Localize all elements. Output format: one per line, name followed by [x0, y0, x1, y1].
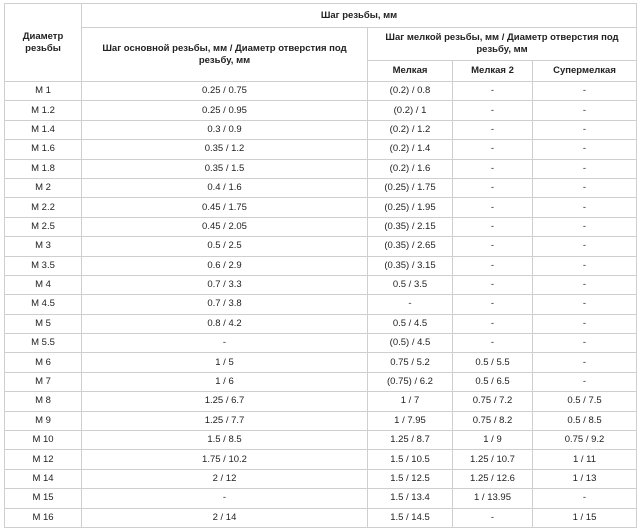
cell-diameter: M 4	[5, 275, 82, 294]
cell-superfine: -	[533, 295, 637, 314]
cell-fine2: 1.25 / 12.6	[453, 469, 533, 488]
cell-coarse: 0.3 / 0.9	[82, 120, 368, 139]
cell-diameter: M 3.5	[5, 256, 82, 275]
cell-coarse: 0.4 / 1.6	[82, 178, 368, 197]
table-row	[5, 508, 637, 527]
header-row	[5, 4, 637, 28]
cell-fine2: -	[453, 159, 533, 178]
cell-coarse: 0.8 / 4.2	[82, 314, 368, 333]
cell-coarse: 1 / 6	[82, 372, 368, 391]
cell-superfine: -	[533, 159, 637, 178]
cell-superfine: -	[533, 217, 637, 236]
cell-coarse: 1.25 / 7.7	[82, 411, 368, 430]
cell-superfine: -	[533, 489, 637, 508]
table-row	[5, 450, 637, 469]
cell-diameter: M 15	[5, 489, 82, 508]
cell-fine2: -	[453, 140, 533, 159]
cell-fine2: -	[453, 314, 533, 333]
table-row	[5, 295, 637, 314]
cell-diameter: M 12	[5, 450, 82, 469]
header-fine: Мелкая	[368, 61, 453, 82]
cell-fine: 1.5 / 14.5	[368, 508, 453, 527]
cell-fine: (0.2) / 0.8	[368, 82, 453, 101]
cell-superfine: 0.5 / 7.5	[533, 392, 637, 411]
cell-superfine: -	[533, 82, 637, 101]
thread-pitch-table	[4, 3, 637, 528]
cell-superfine: -	[533, 372, 637, 391]
cell-fine: 0.75 / 5.2	[368, 353, 453, 372]
header-coarse: Шаг основной резьбы, мм / Диаметр отверстия под резьбу, мм	[82, 28, 368, 82]
cell-coarse: 1 / 5	[82, 353, 368, 372]
table-row	[5, 469, 637, 488]
cell-diameter: M 4.5	[5, 295, 82, 314]
cell-fine: (0.35) / 3.15	[368, 256, 453, 275]
cell-diameter: M 7	[5, 372, 82, 391]
table-row	[5, 217, 637, 236]
cell-fine2: -	[453, 334, 533, 353]
cell-fine2: -	[453, 295, 533, 314]
cell-fine2: 0.5 / 6.5	[453, 372, 533, 391]
cell-fine: 1.5 / 13.4	[368, 489, 453, 508]
table-header	[5, 4, 637, 82]
cell-diameter: M 10	[5, 431, 82, 450]
cell-coarse: 0.35 / 1.5	[82, 159, 368, 178]
cell-superfine: -	[533, 178, 637, 197]
table-row	[5, 256, 637, 275]
cell-fine2: -	[453, 237, 533, 256]
cell-diameter: M 1.8	[5, 159, 82, 178]
cell-diameter: M 9	[5, 411, 82, 430]
table-row	[5, 372, 637, 391]
cell-diameter: M 1	[5, 82, 82, 101]
table-row	[5, 275, 637, 294]
cell-coarse: -	[82, 489, 368, 508]
cell-fine2: 0.75 / 8.2	[453, 411, 533, 430]
cell-superfine: -	[533, 256, 637, 275]
cell-fine: (0.2) / 1.2	[368, 120, 453, 139]
cell-coarse: -	[82, 334, 368, 353]
cell-coarse: 1.75 / 10.2	[82, 450, 368, 469]
cell-fine: (0.2) / 1.4	[368, 140, 453, 159]
cell-fine2: 1 / 13.95	[453, 489, 533, 508]
cell-superfine: -	[533, 198, 637, 217]
cell-coarse: 1.25 / 6.7	[82, 392, 368, 411]
table-row	[5, 353, 637, 372]
cell-diameter: M 6	[5, 353, 82, 372]
cell-fine: 0.5 / 4.5	[368, 314, 453, 333]
cell-fine2: -	[453, 120, 533, 139]
cell-superfine: -	[533, 101, 637, 120]
cell-coarse: 2 / 12	[82, 469, 368, 488]
table-row	[5, 489, 637, 508]
table-row	[5, 178, 637, 197]
cell-superfine: -	[533, 140, 637, 159]
cell-fine: (0.75) / 6.2	[368, 372, 453, 391]
cell-fine2: -	[453, 178, 533, 197]
cell-fine: (0.5) / 4.5	[368, 334, 453, 353]
cell-fine: (0.35) / 2.65	[368, 237, 453, 256]
cell-fine2: 0.5 / 5.5	[453, 353, 533, 372]
cell-fine: 1.25 / 8.7	[368, 431, 453, 450]
cell-fine: 1.5 / 12.5	[368, 469, 453, 488]
cell-diameter: M 8	[5, 392, 82, 411]
cell-superfine: 1 / 13	[533, 469, 637, 488]
table-row	[5, 82, 637, 101]
cell-fine2: -	[453, 256, 533, 275]
cell-fine: 1 / 7	[368, 392, 453, 411]
cell-diameter: M 1.4	[5, 120, 82, 139]
cell-fine: (0.2) / 1.6	[368, 159, 453, 178]
cell-diameter: M 3	[5, 237, 82, 256]
cell-coarse: 0.25 / 0.75	[82, 82, 368, 101]
cell-fine: -	[368, 295, 453, 314]
cell-superfine: 0.5 / 8.5	[533, 411, 637, 430]
cell-diameter: M 2.5	[5, 217, 82, 236]
cell-fine: 0.5 / 3.5	[368, 275, 453, 294]
cell-coarse: 0.5 / 2.5	[82, 237, 368, 256]
cell-fine: (0.25) / 1.95	[368, 198, 453, 217]
cell-fine2: -	[453, 101, 533, 120]
table-row	[5, 140, 637, 159]
cell-coarse: 0.35 / 1.2	[82, 140, 368, 159]
header-pitch-group: Шаг резьбы, мм	[82, 4, 637, 28]
cell-fine2: -	[453, 508, 533, 527]
header-row	[5, 28, 637, 61]
cell-fine2: 1.25 / 10.7	[453, 450, 533, 469]
cell-fine: 1 / 7.95	[368, 411, 453, 430]
cell-coarse: 0.7 / 3.8	[82, 295, 368, 314]
table-row	[5, 237, 637, 256]
cell-diameter: M 5.5	[5, 334, 82, 353]
table-row	[5, 159, 637, 178]
cell-superfine: 1 / 11	[533, 450, 637, 469]
cell-superfine: 1 / 15	[533, 508, 637, 527]
cell-coarse: 0.45 / 1.75	[82, 198, 368, 217]
table-row	[5, 411, 637, 430]
cell-superfine: -	[533, 334, 637, 353]
table-row	[5, 198, 637, 217]
cell-superfine: -	[533, 275, 637, 294]
cell-coarse: 2 / 14	[82, 508, 368, 527]
cell-fine: 1.5 / 10.5	[368, 450, 453, 469]
cell-superfine: -	[533, 120, 637, 139]
cell-diameter: M 2	[5, 178, 82, 197]
cell-coarse: 1.5 / 8.5	[82, 431, 368, 450]
table-row	[5, 334, 637, 353]
cell-superfine: -	[533, 237, 637, 256]
cell-coarse: 0.45 / 2.05	[82, 217, 368, 236]
cell-diameter: M 5	[5, 314, 82, 333]
cell-fine2: -	[453, 82, 533, 101]
cell-fine2: 1 / 9	[453, 431, 533, 450]
cell-diameter: M 16	[5, 508, 82, 527]
cell-diameter: M 1.6	[5, 140, 82, 159]
header-superfine: Супермелкая	[533, 61, 637, 82]
cell-fine2: -	[453, 275, 533, 294]
cell-superfine: 0.75 / 9.2	[533, 431, 637, 450]
header-fine2: Мелкая 2	[453, 61, 533, 82]
table-row	[5, 431, 637, 450]
cell-coarse: 0.6 / 2.9	[82, 256, 368, 275]
cell-fine: (0.2) / 1	[368, 101, 453, 120]
cell-fine2: -	[453, 217, 533, 236]
cell-superfine: -	[533, 353, 637, 372]
cell-superfine: -	[533, 314, 637, 333]
table-row	[5, 120, 637, 139]
header-fine-group: Шаг мелкой резьбы, мм / Диаметр отверстия под резьбу, мм	[368, 28, 637, 61]
cell-fine: (0.35) / 2.15	[368, 217, 453, 236]
cell-diameter: M 14	[5, 469, 82, 488]
cell-fine2: 0.75 / 7.2	[453, 392, 533, 411]
cell-coarse: 0.25 / 0.95	[82, 101, 368, 120]
cell-coarse: 0.7 / 3.3	[82, 275, 368, 294]
cell-fine2: -	[453, 198, 533, 217]
cell-diameter: M 2.2	[5, 198, 82, 217]
header-diameter: Диаметр резьбы	[5, 4, 82, 82]
table-row	[5, 392, 637, 411]
table-body	[5, 82, 637, 528]
cell-fine: (0.25) / 1.75	[368, 178, 453, 197]
cell-diameter: M 1.2	[5, 101, 82, 120]
table-row	[5, 314, 637, 333]
table-row	[5, 101, 637, 120]
